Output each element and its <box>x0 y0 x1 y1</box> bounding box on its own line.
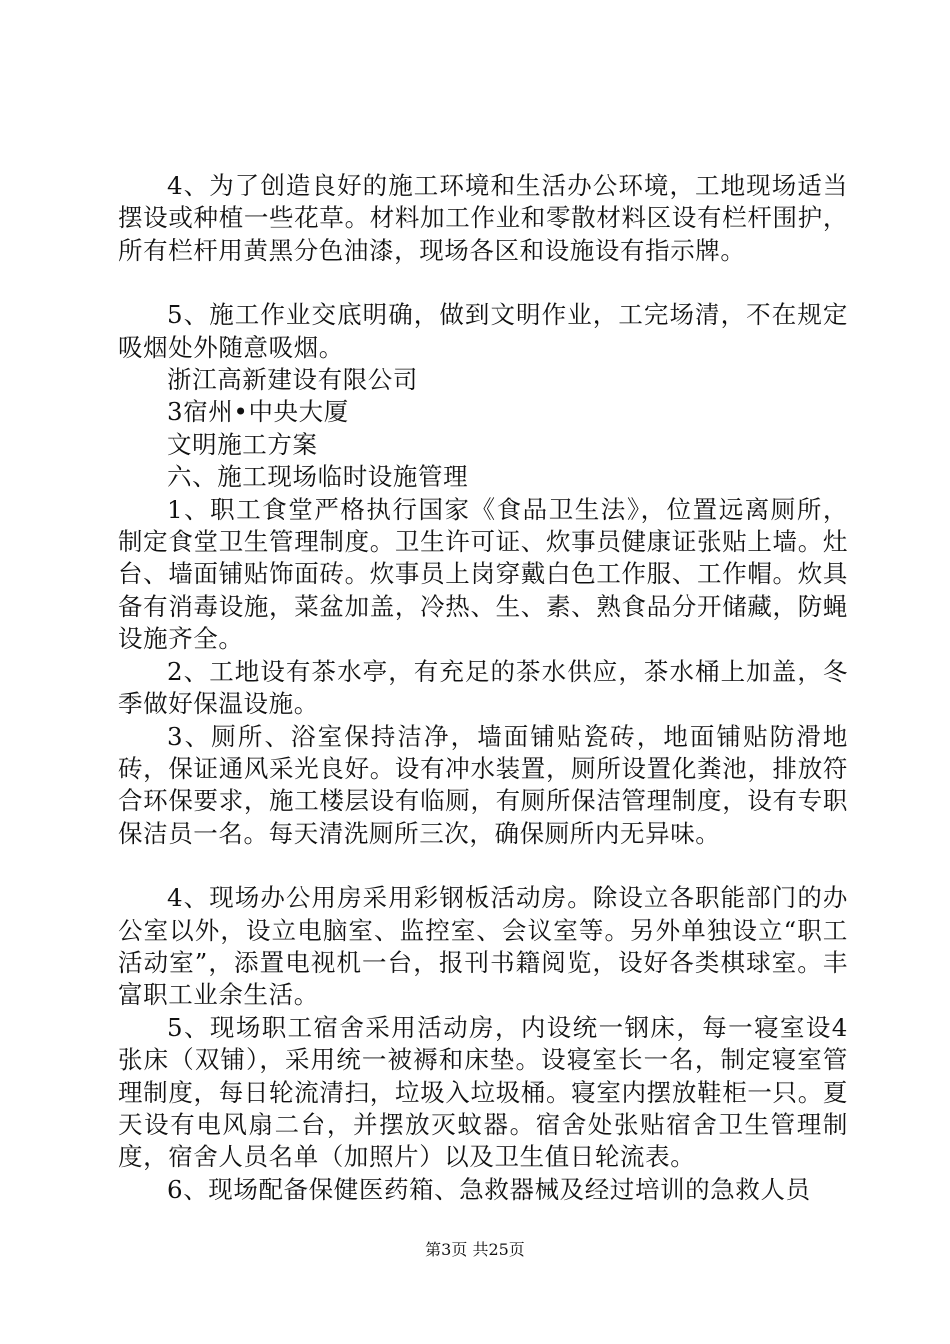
paragraph-canteen: 1、职工食堂严格执行国家《食品卫生法》，位置远离厕所，制定食堂卫生管理制度。卫生许可证、炊事员健康证张贴上墙。灶台、墙面铺贴饰面砖。炊事员上岗穿戴白色工作服、工作帽。炊具备有消毒设施，菜盆加盖，冷热、生、素、熟食品分开储藏，防蝇设施齐全。 <box>118 494 848 654</box>
paragraph-toilets: 3、厕所、浴室保持洁净，墙面铺贴瓷砖，地面铺贴防滑地砖，保证通风采光良好。设有冲水装置，厕所设置化粪池，排放符合环保要求，施工楼层设有临厕，有厕所保洁管理制度，设有专职保洁员一名。每天清洗厕所三次，确保厕所内无异味。 <box>118 721 848 848</box>
paragraph-first-aid: 6、现场配备保健医药箱、急救器械及经过培训的急救人员 <box>167 1174 811 1204</box>
page-number-footer: 第3页 共25页 <box>425 1240 525 1259</box>
paragraph-office: 4、现场办公用房采用彩钢板活动房。除设立各职能部门的办公室以外，设立电脑室、监控室、会议室等。另外单独设立“职工活动室”，添置电视机一台，报刊书籍阅览，设好各类棋球室。丰富职工业余生活。 <box>118 883 848 1010</box>
document-title: 文明施工方案 <box>167 429 318 459</box>
company-name: 浙江高新建设有限公司 <box>167 365 418 395</box>
paragraph-item-4-greening: 4、为了创造良好的施工环境和生活办公环境，工地现场适当摆设或种植一些花草。材料加工作业和零散材料区设有栏杆围护，所有栏杆用黄黑分色油漆，现场各区和设施设有指示牌。 <box>118 171 848 265</box>
paragraph-tea-pavilion: 2、工地设有茶水亭，有充足的茶水供应，茶水桶上加盖，冬季做好保温设施。 <box>118 656 848 719</box>
project-name: 3宿州•中央大厦 <box>167 397 349 427</box>
paragraph-item-5-smoking: 5、施工作业交底明确，做到文明作业，工完场清，不在规定吸烟处外随意吸烟。 <box>118 300 848 362</box>
paragraph-dormitory: 5、现场职工宿舍采用活动房，内设统一钢床，每一寝室设4张床（双铺），采用统一被褥和床垫。设寝室长一名，制定寝室管理制度，每日轮流清扫，垃圾入垃圾桶。寝室内摆放鞋柜一只。夏天设有电风扇二台，并摆放灭蚊器。宿舍处张贴宿舍卫生管理制度，宿舍人员名单（加照片）以及卫生值日轮流表。 <box>118 1012 848 1172</box>
document-body <box>118 170 848 1206</box>
section-heading: 六、施工现场临时设施管理 <box>167 462 469 492</box>
